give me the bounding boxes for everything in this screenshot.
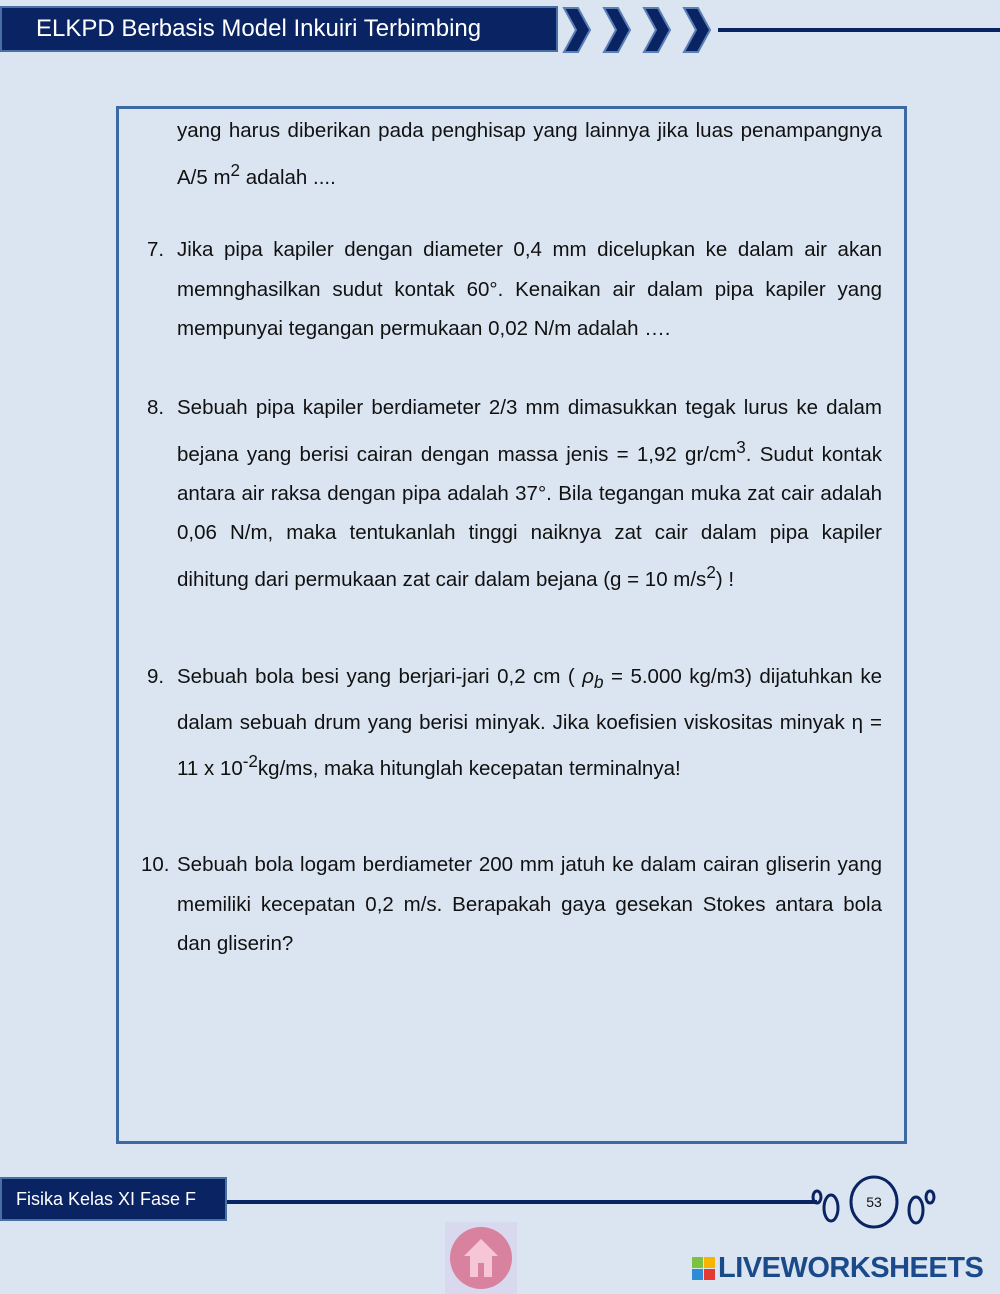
question-number: 8. [147,396,165,419]
home-button[interactable] [445,1222,517,1294]
liveworksheets-logo-icon [692,1257,716,1281]
home-icon [450,1227,512,1289]
question-number: 10. [141,853,170,876]
question-6-continuation: yang harus diberikan pada penghisap yang lainnya jika luas penampangnya A/5 $m^2$ adalah .... [177,119,882,189]
liveworksheets-brand[interactable]: LIVEWORKSHEETS [718,1252,984,1284]
question-7: Jika pipa kapiler dengan diameter 0,4 mm dicelupkan ke dalam air akan memnghasilkan sudut kontak 60°. Kenaikan air dalam pipa kapiler yang mempunyai tegangan permukaan 0,02 N/m adalah …. [177,238,882,340]
question-8: Sebuah pipa kapiler berdiameter 2/3 mm dimasukkan tegak lurus ke dalam bejana yang berisi cairan dengan massa jenis = 1,92 $gr/cm^3$. Sudut kontak antara air raksa dengan pipa adalah 37°. Bila tegangan muka zat cair adalah 0,06 N/m, maka tentukanlah tinggi naiknya zat cair dalam pipa kapiler dihitung dari permukaan zat cair dalam bejana (g = 10 $m/s^2$) ! [177,396,882,591]
question-9: Sebuah bola besi yang berjari-jari 0,2 cm ( $\rho_b = 5.000$ kg/m3) dijatuhkan ke dalam sebuah drum yang berisi minyak. Jika koefisien viskositas minyak η = 11 x $10^{-2}kg/ms$, maka hitunglah kecepatan terminalnya! [177,665,883,780]
chevrons-decoration [560,4,720,56]
question-10: Sebuah bola logam berdiameter 200 mm jatuh ke dalam cairan gliserin yang memiliki kecepatan 0,2 m/s. Berapakah gaya gesekan Stokes antara bola dan gliserin? [177,853,882,955]
question-number: 7. [147,238,165,261]
question-number: 9. [147,665,165,688]
footer-label: Fisika Kelas XI Fase F [0,1177,227,1221]
header-rule [718,28,1000,32]
page-number: 53 [866,1194,882,1210]
footer-rule [227,1200,817,1204]
header-title: ELKPD Berbasis Model Inkuiri Terbimbing [0,6,558,52]
